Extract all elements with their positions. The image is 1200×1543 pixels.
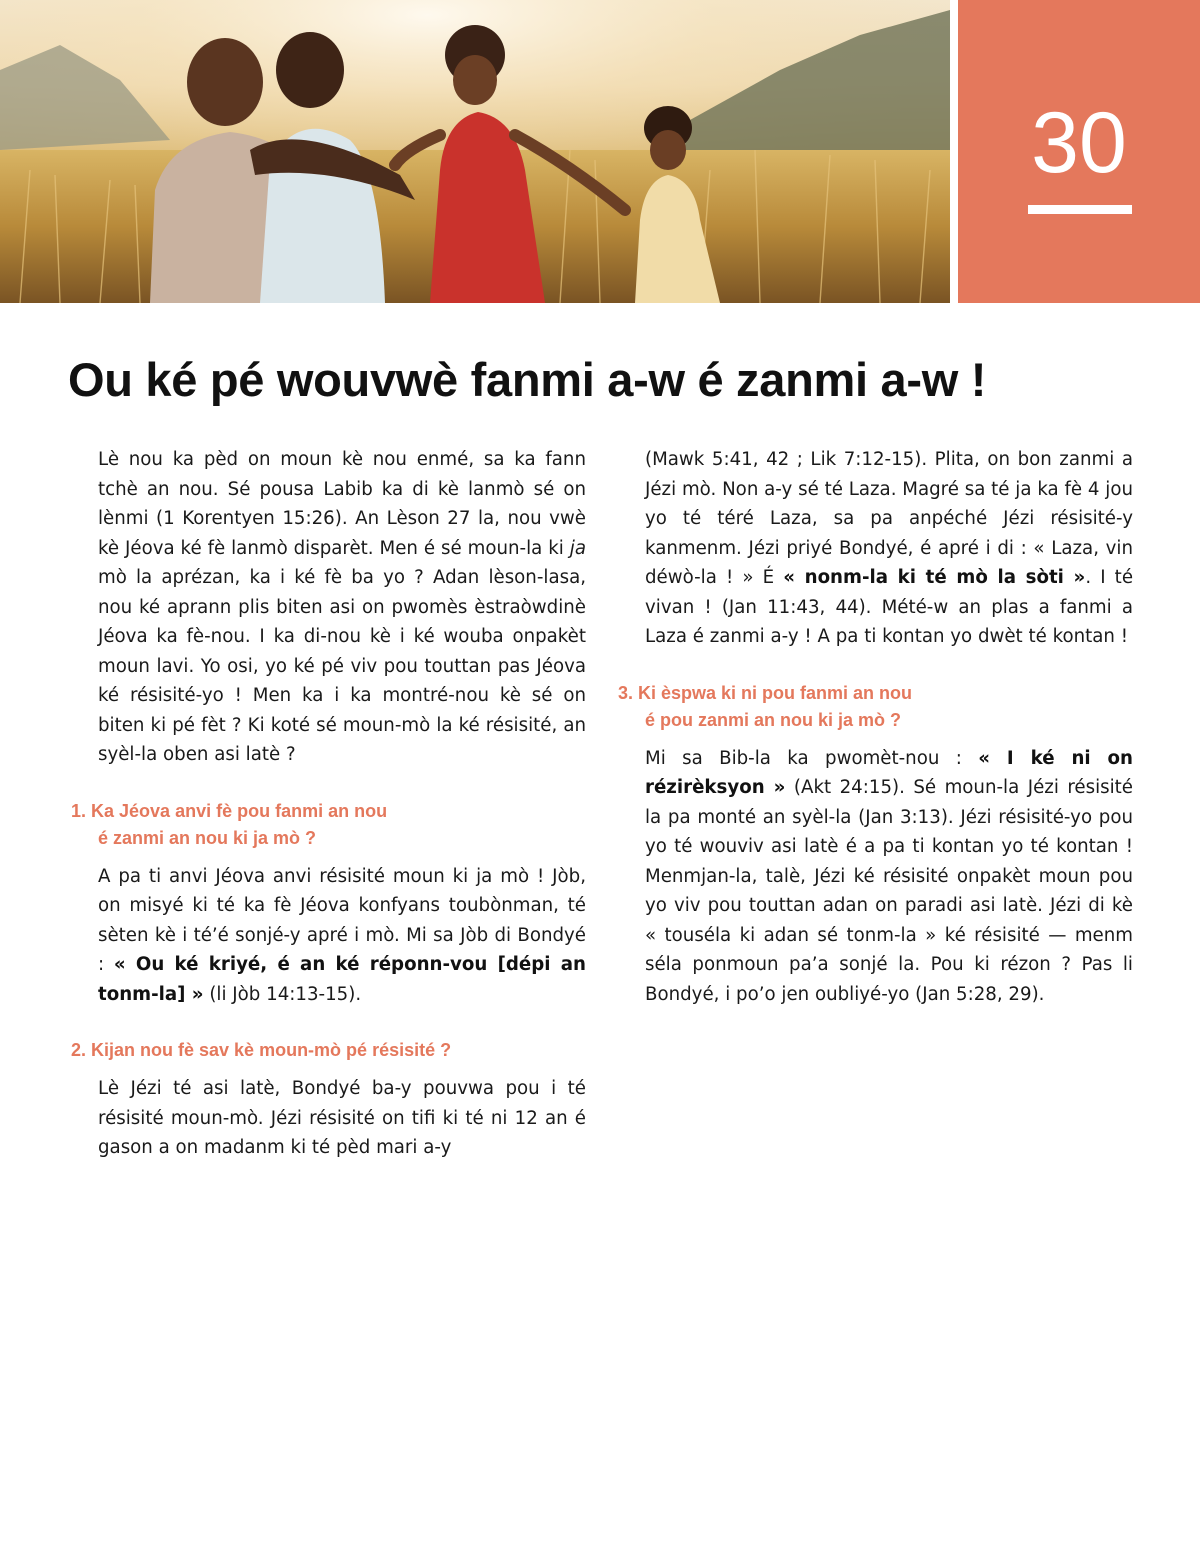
section-1-heading: 1. Ka Jéova anvi fè pou fanmi an nou é zanmi an nou ki ja mò ? (71, 800, 388, 848)
section-3-paragraph: Mi sa Bib-la ka pwomèt-nou : « I ké ni on rézirèksyon » (Akt 24:15). Sé moun-la Jézi résisité la pa monté an syèl-la (Jan 3:13). Jézi résisité-yo pou yo té wouviv asi latè é a pa ti kontan yo té kontan ! Menmjan-la, talè, Jézi ké résisité onpakèt moun pou yo viv pou touttan adan on paradi asi latè. Jézi di kè « touséla ki adan sé tonm-la » ké résisité — menm séla ponmoun pa’a sonjé la. Pou ki rézon ? Pas li Bondyé, i po’o jen oubliyé-yo (Jan 5:28, 29). (645, 747, 1134, 1005)
page-title: Ou ké pé wouvwè fanmi a-w é zanmi a-w ! (68, 353, 987, 406)
right-column (618, 445, 1134, 1009)
section-1-paragraph: A pa ti anvi Jéova anvi résisité moun ki ja mò ! Jòb, on misyé ki té ka fè Jéova konfyans toubònman, té sèten kè i té’é sonjé-y apré i mò. Mi sa Jòb di Bondyé : « Ou ké kriyé, é an ké réponn-vou [dépi an tonm-la] » (li Jòb 14:13-15). (98, 865, 586, 1005)
section-3-heading: 3. Ki èspwa ki ni pou fanmi an nou é pou zanmi an nou ki ja mò ? (618, 682, 913, 730)
hero-photo (0, 0, 950, 303)
section-2-paragraph: Lè Jézi té asi latè, Bondyé ba-y pouvwa pou i té résisité moun-mò. Jézi résisité on tifi ki té ni 12 an é gason a on madanm ki té pèd mari a-y (98, 1078, 586, 1158)
family-photo-illustration (0, 0, 950, 303)
intro-paragraph: Lè nou ka pèd on moun kè nou enmé, sa ka fann tchè an nou. Sé pousa Labib ka di kè lanmò sé on lènmi (1 Korentyen 15:26). An Lèson 27 la, nou vwè kè Jéova ké fè lanmò disparèt. Men é sé moun-la ki ja mò la aprézan, ka i ké fè ba yo ? Adan lèson-lasa, nou ké aprann plis biten asi on pwomès èstraòwdinè Jéova ka fè-nou. I ka di-nou kè i ké wouba onpakèt moun lavi. Yo osi, yo ké pé viv pou touttan pas Jéova ké résisité-yo ! Men ka i ka montré-nou kè sé on biten ki pé fèt ? Ki koté sé moun-mò la ké résisité, an syèl-la oben asi latè ? (98, 449, 586, 765)
left-column (71, 445, 586, 1163)
section-2-continued-paragraph: (Mawk 5:41, 42 ; Lik 7:12-15). Plita, on bon zanmi a Jézi mò. Non a-y sé té Laza. Magré sa té ja ka fè 4 jou yo té téré Laza, sa pa anpéché Jézi résisité-y kanmenm. Jézi priyé Bondyé, é apré i di : « Laza, vin déwò-la ! » É « nonm-la ki té mò la sòti ». I té vivan ! (Jan 11:43, 44). Mété-w an plas a fanmi a Laza é zanmi a-y ! A pa ti kontan yo dwèt té kontan ! (645, 449, 1134, 647)
section-2-heading: 2. Kijan nou fè sav kè moun-mò pé résisité ? (71, 1040, 452, 1060)
lesson-number-box (958, 0, 1200, 303)
lesson-number: 30 (1031, 95, 1127, 191)
lesson-number-underline (1028, 205, 1132, 214)
